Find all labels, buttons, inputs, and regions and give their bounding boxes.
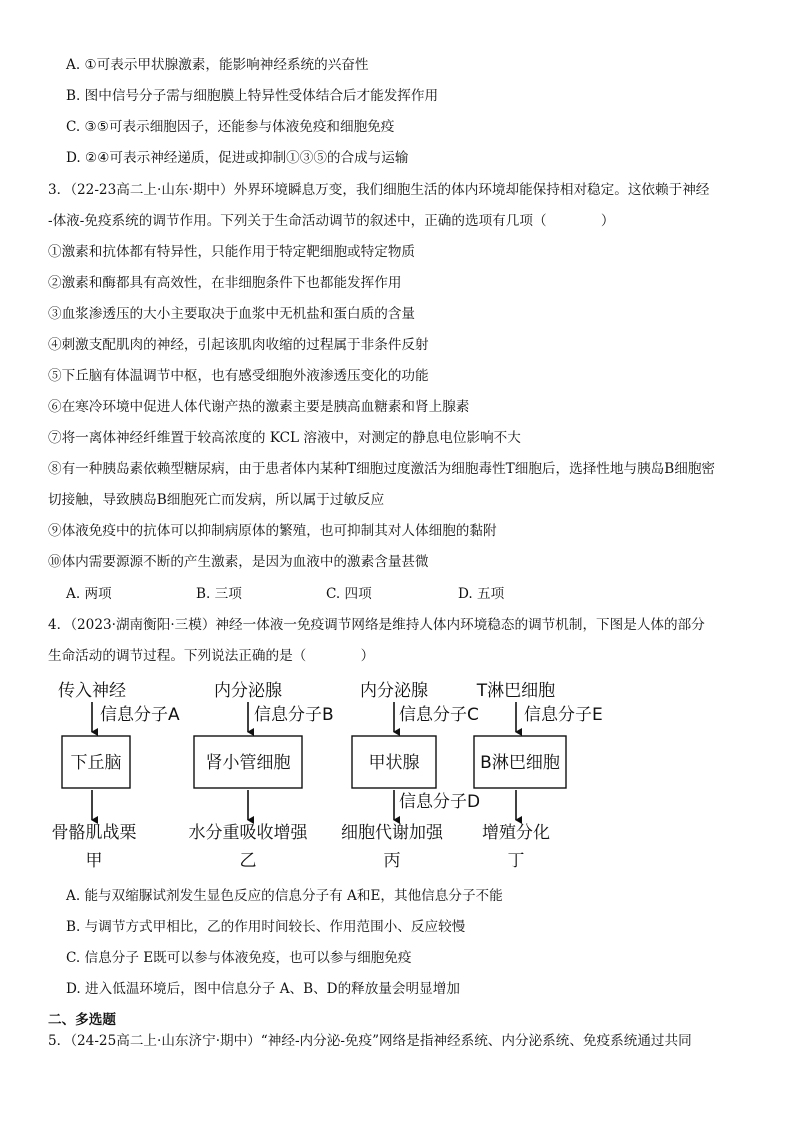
- q3-option-c: C. 四项: [326, 586, 372, 602]
- organ-b-lymphocyte: B淋巴细胞: [480, 753, 560, 773]
- q3-option-a: A. 两项: [66, 586, 112, 602]
- section-title-multi-choice: 二、多选题: [48, 1012, 116, 1028]
- source-t-lymphocyte: T淋巴细胞: [476, 681, 556, 701]
- organ-hypothalamus: 下丘脑: [70, 753, 122, 773]
- label-ding: 丁: [507, 851, 525, 871]
- q2-option-b: B. 图中信号分子需与细胞膜上特异性受体结合后才能发挥作用: [66, 88, 439, 104]
- signal-c: 信息分子C: [399, 705, 479, 725]
- q4-stem-line2: 生命活动的调节过程。下列说法正确的是（ ）: [48, 648, 375, 664]
- effect-proliferation: 增殖分化: [482, 823, 550, 843]
- q2-option-d: D. ②④可表示神经递质，促进或抑制①③⑤的合成与运输: [66, 150, 409, 166]
- q4-option-b: B. 与调节方式甲相比，乙的作用时间较长、作用范围小、反应较慢: [66, 919, 466, 935]
- q3-statement: ⑩体内需要源源不断的产生激素，是因为血液中的激素含量甚微: [48, 554, 429, 570]
- q3-statement: ②激素和酶都具有高效性，在非细胞条件下也都能发挥作用: [48, 275, 402, 291]
- effect-metabolism: 细胞代谢加强: [341, 823, 443, 843]
- q3-statement: 切接触，导致胰岛B细胞死亡而发病，所以属于过敏反应: [48, 492, 385, 508]
- q3-stem-line1: 3．（22-23高二上·山东·期中）外界环境瞬息万变，我们细胞生活的体内环境却能保持相对稳定。这依赖于神经: [48, 182, 710, 198]
- q3-statement: ⑦将一离体神经纤维置于较高浓度的 KCL 溶液中，对测定的静息电位影响不大: [48, 430, 521, 446]
- q3-statement: ④刺激支配肌肉的神经，引起该肌肉收缩的过程属于非条件反射: [48, 337, 429, 353]
- q4-option-d: D. 进入低温环境后，图中信息分子 A、B、D的释放量会明显增加: [66, 981, 460, 997]
- q3-statement: ⑧有一种胰岛素依赖型糖尿病，由于患者体内某种T细胞过度激活为细胞毒性T细胞后，选择性地与胰岛B细胞密: [48, 461, 716, 477]
- signal-d: 信息分子D: [399, 792, 481, 812]
- signal-e: 信息分子E: [524, 705, 603, 725]
- source-endocrine-gland: 内分泌腺: [214, 681, 282, 701]
- q2-option-c: C. ③⑤可表示细胞因子，还能参与体液免疫和细胞免疫: [66, 119, 395, 135]
- q3-options: [66, 584, 504, 604]
- signal-b: 信息分子B: [254, 705, 334, 725]
- signal-a: 信息分子A: [100, 705, 180, 725]
- regulation-diagram: [40, 676, 603, 876]
- q3-statement: ⑥在寒冷环境中促进人体代谢产热的激素主要是胰高血糖素和肾上腺素: [48, 399, 470, 415]
- effect-shivering: 骨骼肌战栗: [51, 823, 137, 843]
- source-endocrine-gland: 内分泌腺: [360, 681, 428, 701]
- q3-option-d: D. 五项: [458, 586, 505, 602]
- q2-option-a: A. ①可表示甲状腺激素，能影响神经系统的兴奋性: [66, 57, 369, 73]
- q4-option-c: C. 信息分子 E既可以参与体液免疫，也可以参与细胞免疫: [66, 950, 412, 966]
- organ-renal-tubule: 肾小管细胞: [205, 753, 291, 773]
- label-yi: 乙: [239, 851, 257, 871]
- q3-stem-line2: -体液-免疫系统的调节作用。下列关于生命活动调节的叙述中，正确的选项有几项（ ）: [48, 213, 615, 229]
- effect-water-reabsorption: 水分重吸收增强: [188, 823, 308, 843]
- q3-statement: ③血浆渗透压的大小主要取决于血浆中无机盐和蛋白质的含量: [48, 306, 416, 322]
- label-bing: 丙: [383, 851, 401, 871]
- q3-statement: ①激素和抗体都有特异性，只能作用于特定靶细胞或特定物质: [48, 244, 416, 260]
- q4-stem-line1: 4．（2023·湖南衡阳·三模）神经一体液一免疫调节网络是维持人体内环境稳态的调节机制，下图是人体的部分: [48, 617, 705, 633]
- source-afferent-nerve: 传入神经: [58, 681, 126, 701]
- organ-thyroid: 甲状腺: [368, 753, 420, 773]
- q3-statement: ⑨体液免疫中的抗体可以抑制病原体的繁殖，也可抑制其对人体细胞的黏附: [48, 523, 497, 539]
- q3-option-b: B. 三项: [196, 586, 242, 602]
- q3-statement: ⑤下丘脑有体温调节中枢，也有感受细胞外液渗透压变化的功能: [48, 368, 429, 384]
- q4-option-a: A. 能与双缩脲试剂发生显色反应的信息分子有 A和E，其他信息分子不能: [66, 888, 503, 904]
- q5-stem-line1: 5．（24-25高二上·山东济宁·期中）“神经-内分泌-免疫”网络是指神经系统、内分泌系统、免疫系统通过共同: [48, 1033, 692, 1049]
- label-jia: 甲: [85, 851, 103, 871]
